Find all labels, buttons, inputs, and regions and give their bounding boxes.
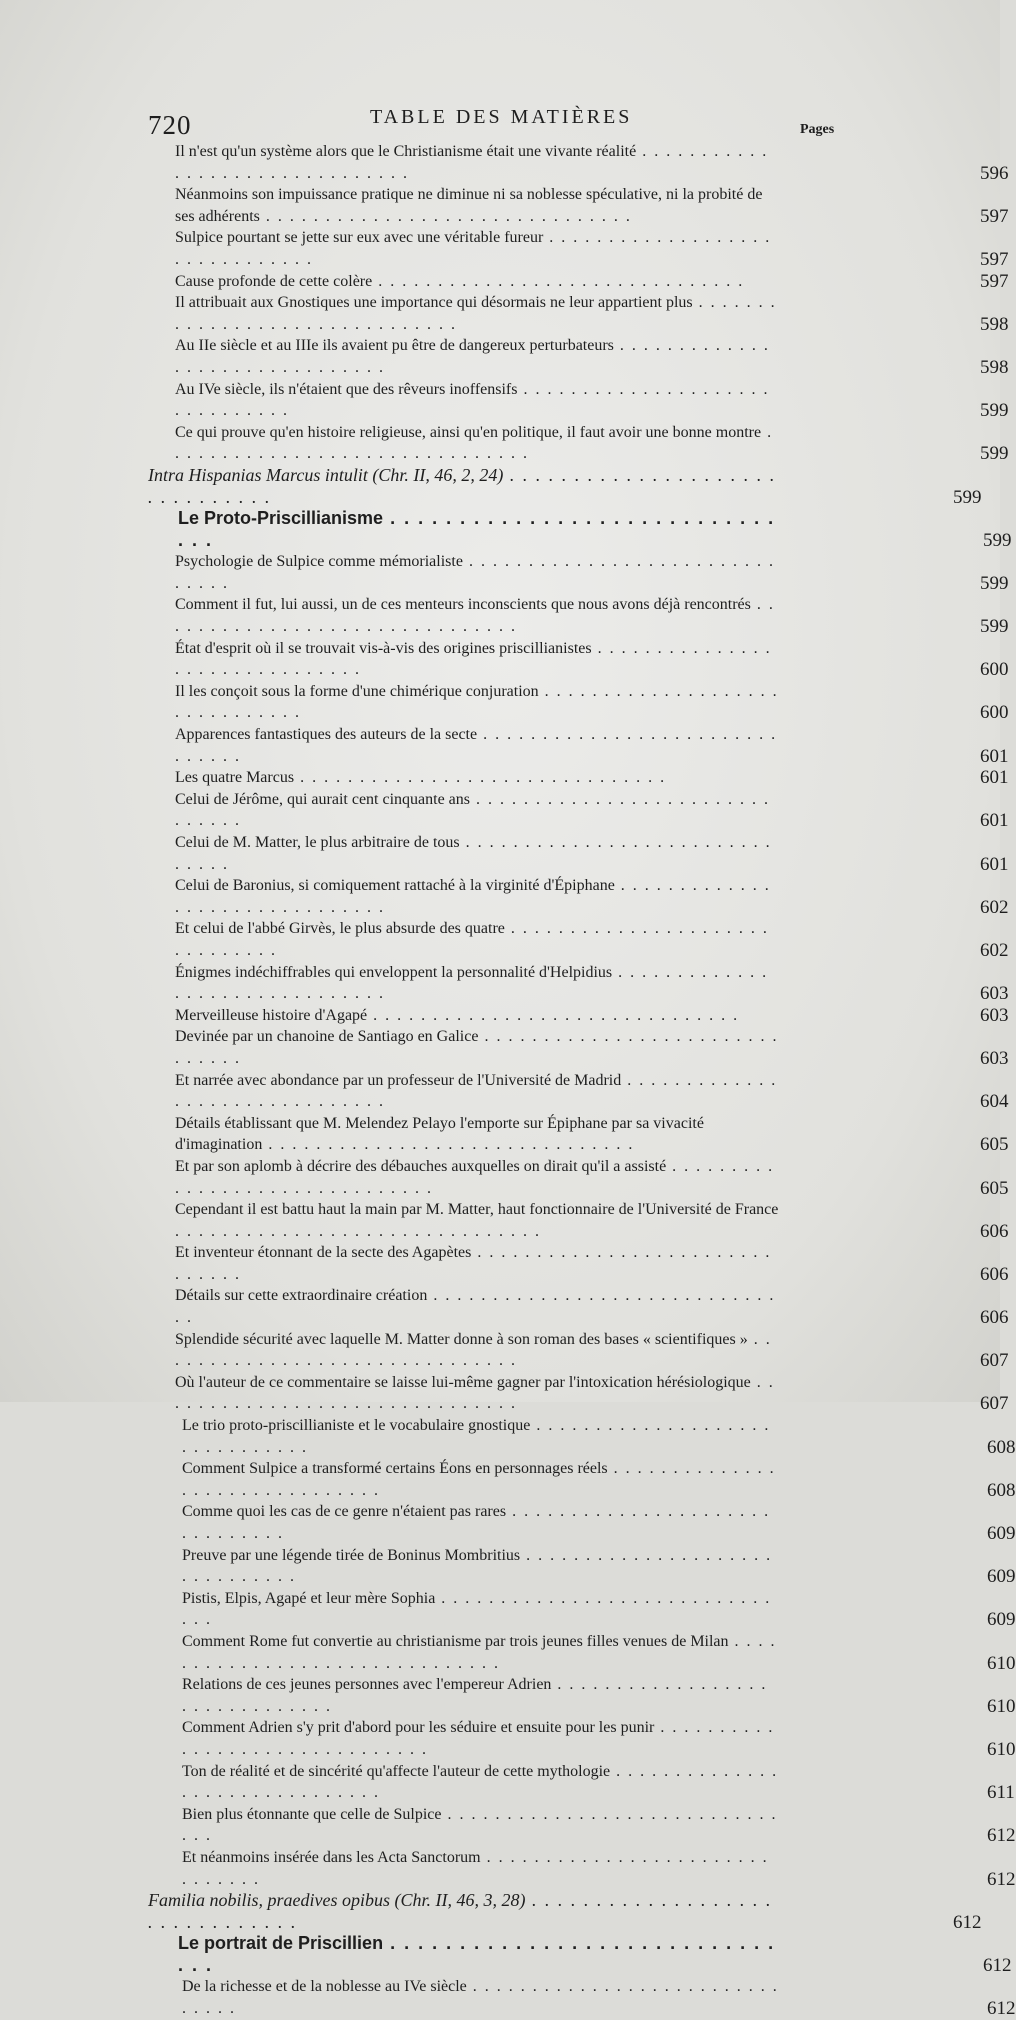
entry-page-number: 612 (987, 1868, 1016, 1890)
leader-dots: . . . . . . . . . . . . . . . . . . . . . . . . . . . . . . . (178, 508, 776, 550)
entry-page-number: 610 (987, 1652, 1016, 1674)
leader-dots: . . . . . . . . . . . . . . . . . . . . . . . . . . . . . . . (182, 1589, 772, 1629)
entry-title: De la richesse et de la noblesse au IVe siècle . . . . . . . . . . . . . . . . . . . . . . . . . . . . . . . (182, 1978, 779, 2018)
toc-entry (175, 767, 1009, 789)
entry-page-number: 602 (980, 939, 1009, 961)
leader-dots: . . . . . . . . . . . . . . . . . . . . . . . . . . . . . . . (182, 1762, 779, 1802)
leader-dots: . . . . . . . . . . . . . . . . . . . . . . . . . . . . . . . (182, 1719, 775, 1758)
entry-title: Il les conçoit sous la forme d'une chimérique conjuration . . . . . . . . . . . . . . . . . . . . . . . . . . . . . . . (175, 682, 779, 722)
entry-page-number: 609 (987, 1609, 1016, 1631)
entry-title: Familia nobilis, praedives opibus (Chr. II, 46, 3, 28) . . . . . . . . . . . . . . . . . . . . . . . . . . . . . . . (148, 1890, 773, 1932)
leader-dots: . . . . . . . . . . . . . . . . . . . . . . . . . . . . . . . (175, 1330, 772, 1370)
toc-entry (182, 1458, 1016, 1501)
entry-title: Au IIe siècle et au IIIe ils avaient pu être de dangereux perturbateurs . . . . . . . . . . . . . . . . . . . . . . . . . . . . . . . (175, 337, 770, 376)
entry-page-number: 601 (980, 767, 1009, 789)
entry-page-number: 597 (980, 248, 1009, 270)
entry-page-number: 606 (980, 1263, 1009, 1285)
entry-page-number: 604 (980, 1091, 1009, 1113)
toc-entry (175, 379, 1009, 422)
leader-dots: . . . . . . . . . . . . . . . . . . . . . . . . . . . . . . . (148, 464, 777, 507)
leader-dots: . . . . . . . . . . . . . . . . . . . . . . . . . . . . . . . (175, 877, 771, 916)
entry-title: Au IVe siècle, ils n'étaient que des rêveurs inoffensifs . . . . . . . . . . . . . . . . . . . . . . . . . . . . . . . (175, 380, 770, 420)
toc-entry (175, 1113, 1009, 1156)
toc-entry (175, 1199, 1009, 1242)
toc-entry (182, 1717, 1016, 1760)
entry-title: Le portrait de Priscillien . . . . . . . . . . . . . . . . . . . . . . . . . . . . . . . (178, 1933, 776, 1975)
entry-title: Preuve par une légende tirée de Boninus Mombritius . . . . . . . . . . . . . . . . . . . . . . . . . . . . . . . (182, 1546, 773, 1586)
entry-title: Énigmes indéchiffrables qui enveloppent la personnalité d'Helpidius . . . . . . . . . . . . . . . . . . . . . . . . . . . . . . . (175, 963, 769, 1003)
leader-dots: . . . . . . . . . . . . . . . . . . . . . . . . . . . . . . . (175, 1028, 779, 1067)
entry-title: Détails sur cette extraordinaire création . . . . . . . . . . . . . . . . . . . . . . . . . . . . . . . (175, 1287, 776, 1327)
leader-dots: . . . . . . . . . . . . . . . . . . . . . . . . . . . . . . . (259, 207, 632, 225)
entry-page-number: 612 (983, 1954, 1012, 1976)
entry-title: État d'esprit où il se trouvait vis-à-vis des origines priscillianistes . . . . . . . . . . . . . . . . . . . . . . . . . . . . . . . (175, 639, 772, 679)
entry-page-number: 601 (980, 853, 1009, 875)
entry-title: Celui de M. Matter, le plus arbitraire de tous . . . . . . . . . . . . . . . . . . . . . . . . . . . . . . . (175, 834, 772, 873)
entry-page-number: 603 (980, 1047, 1009, 1069)
entry-page-number: 605 (980, 1134, 1009, 1156)
toc-entry (182, 1415, 1016, 1458)
toc-entry (175, 832, 1009, 875)
leader-dots: . . . . . . . . . . . . . . . . . . . . . . . . . . . . . . . (175, 726, 778, 765)
entry-page-number: 606 (980, 1220, 1009, 1242)
entry-page-number: 607 (980, 1393, 1009, 1415)
leader-dots: . . . . . . . . . . . . . . . . . . . . . . . . . . . . . . . (182, 1546, 773, 1586)
leader-dots: . . . . . . . . . . . . . . . . . . . . . . . . . . . . . . . (182, 1503, 771, 1542)
leader-dots: . . . . . . . . . . . . . . . . . . . . . . . . . . . . . . . (175, 1244, 772, 1283)
toc-entry (175, 1329, 1009, 1372)
leader-dots: . . . . . . . . . . . . . . . . . . . . . . . . . . . . . . . (175, 790, 771, 830)
leader-dots: . . . . . . . . . . . . . . . . . . . . . . . . . . . . . . . (175, 229, 772, 268)
entry-title: Néanmoins son impuissance pratique ne diminue ni sa noblesse spéculative, ni la probité de ses adhérents . . . . . . . . . . . . . . . . . . . . . . . . . . . . . . . (175, 186, 763, 225)
toc-heading (178, 1933, 1012, 1976)
entry-page-number: 599 (980, 572, 1009, 594)
leader-dots: . . . . . . . . . . . . . . . . . . . . . . . . . . . . . . . (175, 963, 769, 1003)
toc-entry (182, 1631, 1016, 1674)
entry-page-number: 612 (953, 1911, 982, 1933)
pages-column-label: Pages (800, 122, 835, 137)
entry-title: Devinée par un chanoine de Santiago en Galice . . . . . . . . . . . . . . . . . . . . . . . . . . . . . . . (175, 1028, 779, 1067)
entry-page-number: 601 (980, 810, 1009, 832)
leader-dots: . . . . . . . . . . . . . . . . . . . . . . . . . . . . . . . (175, 1157, 775, 1197)
entry-title: Le Proto-Priscillianisme . . . . . . . . . . . . . . . . . . . . . . . . . . . . . . . (178, 508, 776, 550)
leader-dots: . . . . . . . . . . . . . . . . . . . . . . . . . . . . . . . (175, 143, 769, 182)
page-header (148, 100, 848, 140)
entry-title: Détails établissant que M. Melendez Pelayo l'emporte sur Épiphane par sa vivacité d'imagination . . . . . . . . . . . . . . . . . . . . . . . . . . . . . . . (175, 1114, 704, 1154)
leader-dots: . . . . . . . . . . . . . . . . . . . . . . . . . . . . . . . (182, 1805, 778, 1845)
toc-entry (175, 681, 1009, 724)
entry-page-number: 599 (980, 443, 1009, 465)
entry-title: Il n'est qu'un système alors que le Christianisme était une vivante réalité . . . . . . . . . . . . . . . . . . . . . . . . . . . . . . . (175, 143, 769, 182)
leader-dots: . . . . . . . . . . . . . . . . . . . . . . . . . . . . . . . (367, 1006, 740, 1024)
entry-page-number: 605 (980, 1177, 1009, 1199)
entry-page-number: 606 (980, 1307, 1009, 1329)
entry-page-number: 612 (987, 1998, 1016, 2020)
page-number: 720 (148, 110, 192, 140)
entry-page-number: 608 (987, 1479, 1016, 1501)
entry-title: Celui de Baronius, si comiquement rattaché à la virginité d'Épiphane . . . . . . . . . . . . . . . . . . . . . . . . . . . . . . . (175, 877, 771, 916)
running-title: TABLE DES MATIÈRES (370, 106, 633, 128)
entry-title: Les quatre Marcus . . . . . . . . . . . . . . . . . . . . . . . . . . . . . . . (175, 769, 667, 787)
entry-title: Merveilleuse histoire d'Agapé . . . . . . . . . . . . . . . . . . . . . . . . . . . . . . . (175, 1006, 740, 1024)
entry-title: Où l'auteur de ce commentaire se laisse lui-même gagner par l'intoxication hérésiologique . . . . . . . . . . . . . . . . . . . . . . . . . . . . . . . (175, 1373, 775, 1413)
leader-dots: . . . . . . . . . . . . . . . . . . . . . . . . . . . . . . . (175, 553, 775, 592)
leader-dots: . . . . . . . . . . . . . . . . . . . . . . . . . . . . . . . (175, 1287, 776, 1327)
entry-title: Relations de ces jeunes personnes avec l'empereur Adrien . . . . . . . . . . . . . . . . . . . . . . . . . . . . . . . (182, 1676, 768, 1715)
toc-entry (175, 1285, 1009, 1329)
entry-title: Comment Sulpice a transformé certains Éons en personnages réels . . . . . . . . . . . . . . . . . . . . . . . . . . . . . . . (182, 1460, 776, 1499)
entry-page-number: 607 (980, 1350, 1009, 1372)
toc-entry (182, 1501, 1016, 1544)
entry-page-number: 600 (980, 659, 1009, 681)
table-of-contents (0, 141, 1016, 2020)
toc-entry (175, 335, 1009, 378)
toc-entry (175, 1004, 1009, 1027)
entry-title: Splendide sécurité avec laquelle M. Matter donne à son roman des bases « scientifiques » . . . . . . . . . . . . . . . . . . . . . . . . . . . . . . . (175, 1330, 772, 1370)
toc-entry (175, 638, 1009, 681)
entry-page-number: 611 (987, 1782, 1015, 1804)
leader-dots: . . . . . . . . . . . . . . . . . . . . . . . . . . . . . . . (175, 639, 772, 679)
toc-entry (175, 551, 1009, 594)
leader-dots: . . . . . . . . . . . . . . . . . . . . . . . . . . . . . . . (182, 1676, 768, 1715)
leader-dots: . . . . . . . . . . . . . . . . . . . . . . . . . . . . . . . (175, 294, 777, 333)
leader-dots: . . . . . . . . . . . . . . . . . . . . . . . . . . . . . . . (175, 596, 775, 636)
toc-entry (175, 292, 1009, 335)
leader-dots: . . . . . . . . . . . . . . . . . . . . . . . . . . . . . . . (175, 1222, 541, 1240)
toc-entry (175, 227, 1009, 270)
entry-page-number: 603 (980, 1004, 1009, 1026)
toc-entry (175, 1026, 1009, 1069)
toc-entry (175, 789, 1009, 832)
entry-title: Cause profonde de cette colère . . . . . . . . . . . . . . . . . . . . . . . . . . . . . . . (175, 272, 745, 290)
leader-dots: . . . . . . . . . . . . . . . . . . . . . . . . . . . . . . . (175, 682, 779, 722)
leader-dots: . . . . . . . . . . . . . . . . . . . . . . . . . . . . . . . (175, 920, 769, 959)
leader-dots: . . . . . . . . . . . . . . . . . . . . . . . . . . . . . . . (175, 380, 770, 420)
toc-entry (175, 422, 1009, 465)
entry-page-number: 610 (987, 1738, 1016, 1760)
entry-title: Et celui de l'abbé Girvès, le plus absurde des quatre . . . . . . . . . . . . . . . . . . . . . . . . . . . . . . . (175, 920, 769, 959)
leader-dots: . . . . . . . . . . . . . . . . . . . . . . . . . . . . . . . (175, 1373, 775, 1413)
entry-title: Apparences fantastiques des auteurs de la secte . . . . . . . . . . . . . . . . . . . . . . . . . . . . . . . (175, 726, 778, 765)
toc-entry (175, 1070, 1009, 1113)
leader-dots: . . . . . . . . . . . . . . . . . . . . . . . . . . . . . . . (182, 1978, 779, 2018)
toc-entry (182, 1761, 1015, 1804)
entry-title: Le trio proto-priscillianiste et le vocabulaire gnostique . . . . . . . . . . . . . . . . . . . . . . . . . . . . . . . (182, 1417, 771, 1456)
leader-dots: . . . . . . . . . . . . . . . . . . . . . . . . . . . . . . . (175, 1071, 778, 1111)
entry-title: Et par son aplomb à décrire des débauches auxquelles on dirait qu'il a assisté . . . . . . . . . . . . . . . . . . . . . . . . . . . . . . . (175, 1157, 775, 1197)
toc-entry (182, 1588, 1016, 1631)
leader-dots: . . . . . . . . . . . . . . . . . . . . . . . . . . . . . . . (294, 769, 667, 787)
entry-page-number: 609 (987, 1523, 1016, 1544)
toc-entry (182, 1847, 1016, 1890)
leader-dots: . . . . . . . . . . . . . . . . . . . . . . . . . . . . . . . (175, 834, 772, 873)
leader-dots: . . . . . . . . . . . . . . . . . . . . . . . . . . . . . . . (182, 1632, 777, 1672)
entry-page-number: 598 (980, 356, 1009, 378)
entry-page-number: 599 (980, 400, 1009, 422)
toc-entry (182, 1976, 1016, 2020)
toc-entry (175, 962, 1009, 1005)
entry-title: Ton de réalité et de sincérité qu'affecte l'auteur de cette mythologie . . . . . . . . . . . . . . . . . . . . . . . . . . . . . . . (182, 1762, 779, 1802)
entry-page-number: 601 (980, 745, 1009, 767)
leader-dots: . . . . . . . . . . . . . . . . . . . . . . . . . . . . . . . (175, 337, 770, 376)
leader-dots: . . . . . . . . . . . . . . . . . . . . . . . . . . . . . . . (372, 272, 745, 290)
toc-entry (175, 270, 1009, 293)
toc-entry (175, 141, 1009, 184)
entry-title: Celui de Jérôme, qui aurait cent cinquante ans . . . . . . . . . . . . . . . . . . . . . . . . . . . . . . . (175, 790, 771, 830)
entry-page-number: 609 (987, 1566, 1016, 1588)
entry-title: Et narrée avec abondance par un professeur de l'Université de Madrid . . . . . . . . . . . . . . . . . . . . . . . . . . . . . . . (175, 1071, 778, 1111)
entry-page-number: 599 (953, 486, 982, 508)
toc-entry (175, 1156, 1009, 1199)
entry-page-number: 603 (980, 983, 1009, 1005)
entry-title: Intra Hispanias Marcus intulit (Chr. II, 46, 2, 24) . . . . . . . . . . . . . . . . . . . . . . . . . . . . . . . (148, 464, 777, 507)
leader-dots: . . . . . . . . . . . . . . . . . . . . . . . . . . . . . . . (175, 423, 774, 463)
toc-section (148, 464, 982, 508)
toc-entry (182, 1674, 1016, 1717)
entry-page-number: 598 (980, 313, 1009, 335)
toc-entry (175, 724, 1009, 767)
entry-title: Comment Adrien s'y prit d'abord pour les séduire et ensuite pour les punir . . . . . . . . . . . . . . . . . . . . . . . . . . . . . . . (182, 1719, 775, 1758)
toc-entry (175, 875, 1009, 918)
entry-title: Et néanmoins insérée dans les Acta Sanctorum . . . . . . . . . . . . . . . . . . . . . . . . . . . . . . . (182, 1848, 769, 1888)
toc-entry (175, 1242, 1009, 1285)
toc-entry (175, 594, 1009, 638)
entry-title: Comment Rome fut convertie au christianisme par trois jeunes filles venues de Milan . . . . . . . . . . . . . . . . . . . . . . . . . . . . . . . (182, 1632, 777, 1672)
toc-section (148, 1890, 982, 1933)
leader-dots: . . . . . . . . . . . . . . . . . . . . . . . . . . . . . . . (262, 1136, 635, 1154)
entry-page-number: 596 (980, 162, 1009, 184)
toc-heading (178, 508, 1012, 551)
entry-title: Bien plus étonnante que celle de Sulpice . . . . . . . . . . . . . . . . . . . . . . . . . . . . . . . (182, 1805, 778, 1845)
leader-dots: . . . . . . . . . . . . . . . . . . . . . . . . . . . . . . . (182, 1848, 769, 1888)
entry-title: Psychologie de Sulpice comme mémorialiste . . . . . . . . . . . . . . . . . . . . . . . . . . . . . . . (175, 553, 775, 592)
toc-entry (175, 184, 1009, 227)
toc-entry (175, 1372, 1009, 1415)
entry-page-number: 610 (987, 1695, 1016, 1717)
entry-page-number: 602 (980, 896, 1009, 918)
entry-page-number: 597 (980, 270, 1009, 292)
entry-page-number: 608 (987, 1436, 1016, 1458)
entry-page-number: 597 (980, 205, 1009, 227)
entry-title: Sulpice pourtant se jette sur eux avec une véritable fureur . . . . . . . . . . . . . . . . . . . . . . . . . . . . . . . (175, 229, 772, 268)
leader-dots: . . . . . . . . . . . . . . . . . . . . . . . . . . . . . . . (182, 1460, 776, 1499)
entry-title: Il attribuait aux Gnostiques une importance qui désormais ne leur appartient plus . . . . . . . . . . . . . . . . . . . . . . . . . . . . . . . (175, 294, 777, 333)
entry-title: Ce qui prouve qu'en histoire religieuse, ainsi qu'en politique, il faut avoir une bonne montre . . . . . . . . . . . . . . . . . . . . . . . . . . . . . . . (175, 423, 774, 463)
leader-dots: . . . . . . . . . . . . . . . . . . . . . . . . . . . . . . . (182, 1417, 771, 1456)
toc-entry (175, 918, 1009, 961)
leader-dots: . . . . . . . . . . . . . . . . . . . . . . . . . . . . . . . (148, 1890, 773, 1932)
toc-entry (182, 1804, 1016, 1847)
entry-title: Comme quoi les cas de ce genre n'étaient pas rares . . . . . . . . . . . . . . . . . . . . . . . . . . . . . . . (182, 1503, 771, 1542)
entry-page-number: 612 (987, 1825, 1016, 1847)
toc-entry (182, 1545, 1016, 1588)
entry-title: Et inventeur étonnant de la secte des Agapètes . . . . . . . . . . . . . . . . . . . . . . . . . . . . . . . (175, 1244, 772, 1283)
entry-title: Pistis, Elpis, Agapé et leur mère Sophia . . . . . . . . . . . . . . . . . . . . . . . . . . . . . . . (182, 1589, 772, 1629)
entry-page-number: 599 (980, 616, 1009, 638)
entry-page-number: 599 (983, 529, 1012, 551)
entry-title: Cependant il est battu haut la main par M. Matter, haut fonctionnaire de l'Université de France . . . . . . . . . . . . . . . . . . . . . . . . . . . . . . . (175, 1201, 779, 1240)
leader-dots: . . . . . . . . . . . . . . . . . . . . . . . . . . . . . . . (178, 1933, 776, 1975)
entry-page-number: 600 (980, 702, 1009, 724)
entry-title: Comment il fut, lui aussi, un de ces menteurs inconscients que nous avons déjà rencontrés . . . . . . . . . . . . . . . . . . . . . . . . . . . . . . . (175, 596, 775, 636)
